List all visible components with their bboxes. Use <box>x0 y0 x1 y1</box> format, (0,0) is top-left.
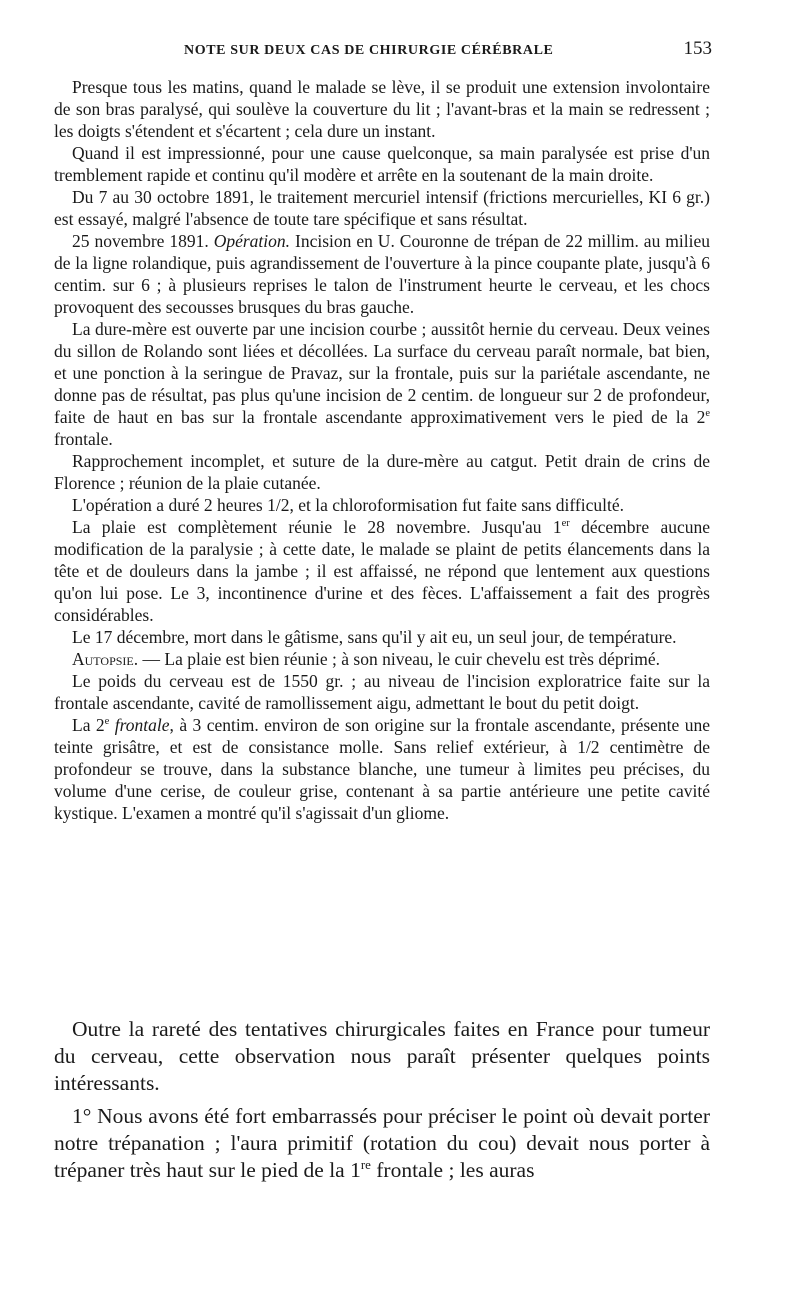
paragraph: Du 7 au 30 octobre 1891, le traitement mercuriel intensif (frictions mercurielles, KI 6 gr.) est essayé, malgré l'absence de toute tare spécifique et sans résultat. <box>54 187 710 229</box>
superscript: e <box>104 716 110 728</box>
paragraph <box>54 318 710 450</box>
superscript: e <box>705 408 710 420</box>
text-run: frontale. <box>54 429 113 449</box>
paragraph: Presque tous les matins, quand le malade se lève, il se produit une extension involontaire de son bras paralysé, qui soulève la couverture du lit ; l'avant-bras et la main se redressent ; les doigts s'étendent et s'écartent ; cela dure un instant. <box>54 77 710 141</box>
frontale-label: frontale <box>109 715 170 735</box>
autopsie-label: Autopsie. <box>72 649 139 669</box>
paragraph <box>54 714 710 824</box>
text-run: — La plaie est bien réunie ; à son niveau, le cuir chevelu est très déprimé. <box>138 649 661 669</box>
operation-date: 25 novembre 1891. <box>72 231 209 251</box>
text-run: , à 3 centim. environ de son origine sur la frontale ascendante, présente une teinte grisâtre, et est de consistance molle. Sans relief extérieur, à 1/2 centimètre de profondeur se trouve, dans la substance blanche, une tumeur à limites peu précises, du volume d'une cerise, de couleur grise, contenant à sa partie antérieure une petite cavité kystique. L'examen a montré qu'il s'agissait d'un gliome. <box>54 715 710 823</box>
text-run: La plaie est complètement réunie le 28 novembre. Jusqu'au 1 <box>72 517 562 537</box>
paragraph <box>54 230 710 318</box>
text-run: décembre aucune modification de la paralysie ; à cette date, le malade se plaint de petits élancements dans la tête et de douleurs dans la jambe ; il est affaissé, ne répond que lentement aux questions qu'on lui pose. Le 3, incontinence d'urine et des fèces. L'affaissement a fait des progrès considérables. <box>54 517 711 625</box>
superscript: er <box>561 518 570 530</box>
observation-text <box>54 76 710 824</box>
running-head <box>54 38 712 60</box>
paragraph <box>54 516 710 626</box>
paragraph: Rapprochement incomplet, et suture de la dure-mère au catgut. Petit drain de crins de Florence ; réunion de la plaie cutanée. <box>54 451 710 493</box>
text-run: 1° Nous avons été fort embarrassés pour préciser le point où devait porter notre trépanation ; l'aura primitif (rotation du cou) devait nous porter à trépaner très haut sur le pied de la 1 <box>54 1104 710 1182</box>
commentary-text <box>54 1016 710 1190</box>
operation-label: Opération. <box>213 231 291 251</box>
paragraph: Quand il est impressionné, pour une cause quelconque, sa main paralysée est prise d'un tremblement rapide et continu qu'il modère et arrête en la soutenant de la main droite. <box>54 143 710 185</box>
paragraph <box>54 648 710 670</box>
text-run: frontale ; les auras <box>370 1158 535 1182</box>
superscript: re <box>360 1157 371 1172</box>
text-run: La dure-mère est ouverte par une incision courbe ; aussitôt hernie du cerveau. Deux veines du sillon de Rolando sont liées et décollées. La surface du cerveau paraît normale, bat bien, et une ponction à la seringue de Pravaz, sur la frontale, puis sur la pariétale ascendante, ne donne pas de résultat, pas plus qu'une incision de 2 centim. de longueur sur 2 de profondeur, faite de haut en bas sur la frontale ascendante approximativement vers le pied de la 2 <box>54 319 710 427</box>
paragraph <box>54 1103 710 1184</box>
operation-text: Incision en U. Couronne de trépan de 22 millim. au milieu de la ligne rolandique, puis agrandissement de l'ouverture à la pince coupante plate, jusqu'à 6 centim. sur 6 ; à plusieurs reprises le talon de l'instrument heurte le cerveau, et les chocs provoquent des secousses brusques du bras gauche. <box>54 231 710 317</box>
text-run: La 2 <box>72 715 105 735</box>
paragraph: L'opération a duré 2 heures 1/2, et la chloroformisation fut faite sans difficulté. <box>72 495 624 515</box>
running-title: NOTE SUR DEUX CAS DE CHIRURGIE CÉRÉBRALE <box>184 43 554 58</box>
page-number: 153 <box>683 38 712 59</box>
paragraph: Le poids du cerveau est de 1550 gr. ; au niveau de l'incision exploratrice faite sur la frontale ascendante, cavité de ramollissement aigu, admettant le bout du petit doigt. <box>54 671 710 713</box>
paragraph: Le 17 décembre, mort dans le gâtisme, sans qu'il y ait eu, un seul jour, de température. <box>72 627 677 647</box>
paragraph: Outre la rareté des tentatives chirurgicales faites en France pour tumeur du cerveau, cette observation nous paraît présenter quelques points intéressants. <box>54 1017 710 1095</box>
